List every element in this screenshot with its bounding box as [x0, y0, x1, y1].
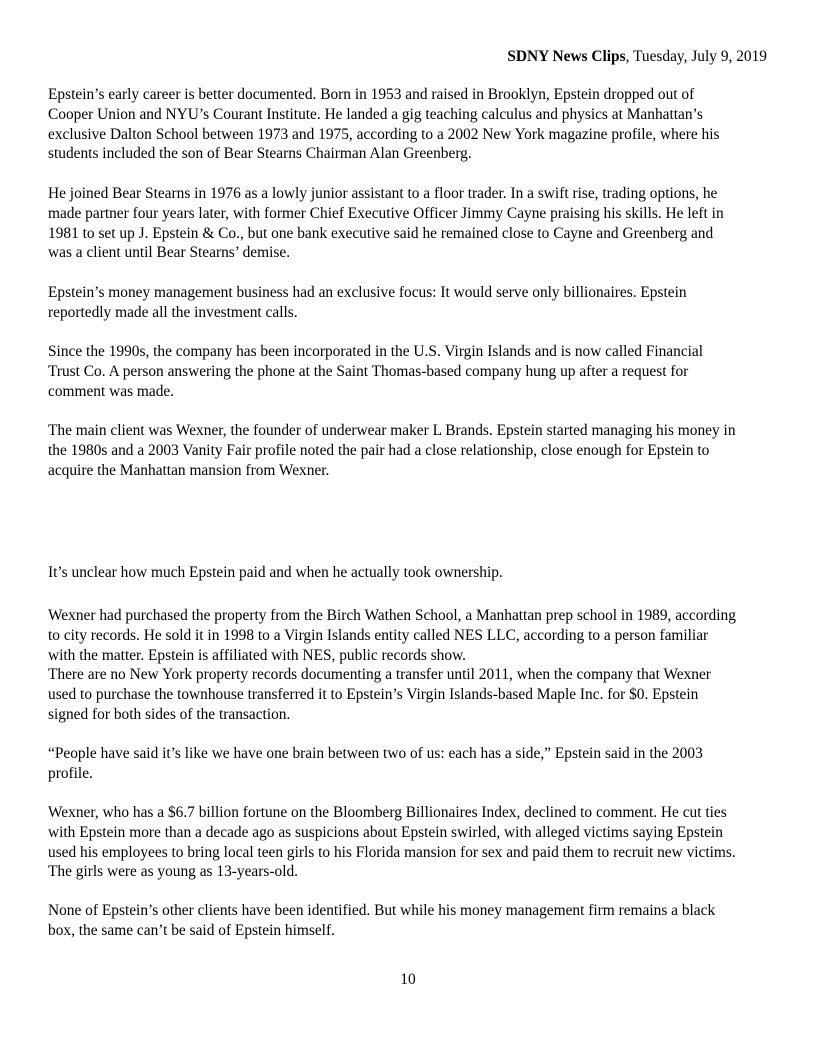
header-date: , Tuesday, July 9, 2019	[625, 48, 767, 65]
text-line: None of Epstein’s other clients have been identified. But while his money management firm remains a black	[48, 902, 716, 919]
text-line: There are no New York property records documenting a transfer until 2011, when the company that Wexner	[48, 666, 711, 683]
text-line: with the matter. Epstein is affiliated with NES, public records show.	[48, 646, 467, 664]
text-line: “People have said it’s like we have one brain between two of us: each has a side,” Epstein said in the 2003	[48, 745, 703, 762]
text-line: Wexner had purchased the property from the Birch Wathen School, a Manhattan prep school in 1989, according	[48, 607, 736, 624]
paragraph	[48, 342, 778, 401]
text-line: The girls were as young as 13-years-old.	[48, 863, 299, 881]
text-line: Cooper Union and NYU’s Courant Institute. He landed a gig teaching calculus and physics at Manhattan’s	[48, 105, 703, 123]
paragraph	[48, 901, 778, 941]
text-line: reportedly made all the investment calls.	[48, 303, 298, 321]
text-line: Since the 1990s, the company has been incorporated in the U.S. Virgin Islands and is now called Financial	[48, 343, 704, 360]
paragraph	[48, 563, 778, 583]
paragraph	[48, 606, 778, 665]
text-line: used to purchase the townhouse transferred it to Epstein’s Virgin Islands-based Maple Inc. for $0. Epstein	[48, 685, 699, 703]
text-line: to city records. He sold it in 1998 to a Virgin Islands entity called NES LLC, according to a person familiar	[48, 626, 709, 644]
page-number: 10	[400, 971, 416, 988]
paragraph	[48, 85, 778, 164]
text-line: He joined Bear Stearns in 1976 as a lowly junior assistant to a floor trader. In a swift rise, trading options, he	[48, 185, 718, 202]
text-line: Epstein’s money management business had an exclusive focus: It would serve only billionaires. Epstein	[48, 284, 687, 301]
text-line: box, the same can’t be said of Epstein himself.	[48, 921, 335, 939]
text-line: made partner four years later, with former Chief Executive Officer Jimmy Cayne praising his skills. He left in	[48, 204, 724, 222]
text-line: signed for both sides of the transaction.	[48, 705, 291, 723]
paragraph	[48, 421, 778, 480]
text-line: Trust Co. A person answering the phone at the Saint Thomas-based company hung up after a request for	[48, 362, 689, 380]
paragraph	[48, 744, 778, 784]
paragraph	[48, 184, 778, 263]
text-line: Wexner, who has a $6.7 billion fortune on the Bloomberg Billionaires Index, declined to comment. He cut ties	[48, 804, 727, 821]
text-line: the 1980s and a 2003 Vanity Fair profile noted the pair had a close relationship, close enough for Epstein to	[48, 441, 710, 459]
text-line: profile.	[48, 764, 93, 782]
paragraph	[48, 283, 778, 323]
page-header	[507, 48, 767, 66]
publication-name: SDNY News Clips	[507, 48, 626, 65]
text-line: It’s unclear how much Epstein paid and when he actually took ownership.	[48, 564, 503, 581]
paragraph	[48, 665, 778, 724]
text-line: Epstein’s early career is better documented. Born in 1953 and raised in Brooklyn, Epstein dropped out of	[48, 86, 695, 103]
text-line: comment was made.	[48, 382, 175, 400]
text-line: used his employees to bring local teen girls to his Florida mansion for sex and paid them to recruit new victims.	[48, 843, 736, 861]
text-line: was a client until Bear Stearns’ demise.	[48, 244, 291, 262]
text-line: with Epstein more than a decade ago as suspicions about Epstein swirled, with alleged victims saying Epstein	[48, 823, 723, 841]
text-line: acquire the Manhattan mansion from Wexner.	[48, 461, 330, 479]
paragraph	[48, 803, 778, 882]
text-line: 1981 to set up J. Epstein & Co., but one bank executive said he remained close to Cayne and Greenberg and	[48, 224, 714, 242]
text-line: exclusive Dalton School between 1973 and 1975, according to a 2002 New York magazine profile, where his	[48, 125, 720, 143]
text-line: The main client was Wexner, the founder of underwear maker L Brands. Epstein started managing his money in	[48, 422, 736, 439]
text-line: students included the son of Bear Stearns Chairman Alan Greenberg.	[48, 145, 472, 163]
